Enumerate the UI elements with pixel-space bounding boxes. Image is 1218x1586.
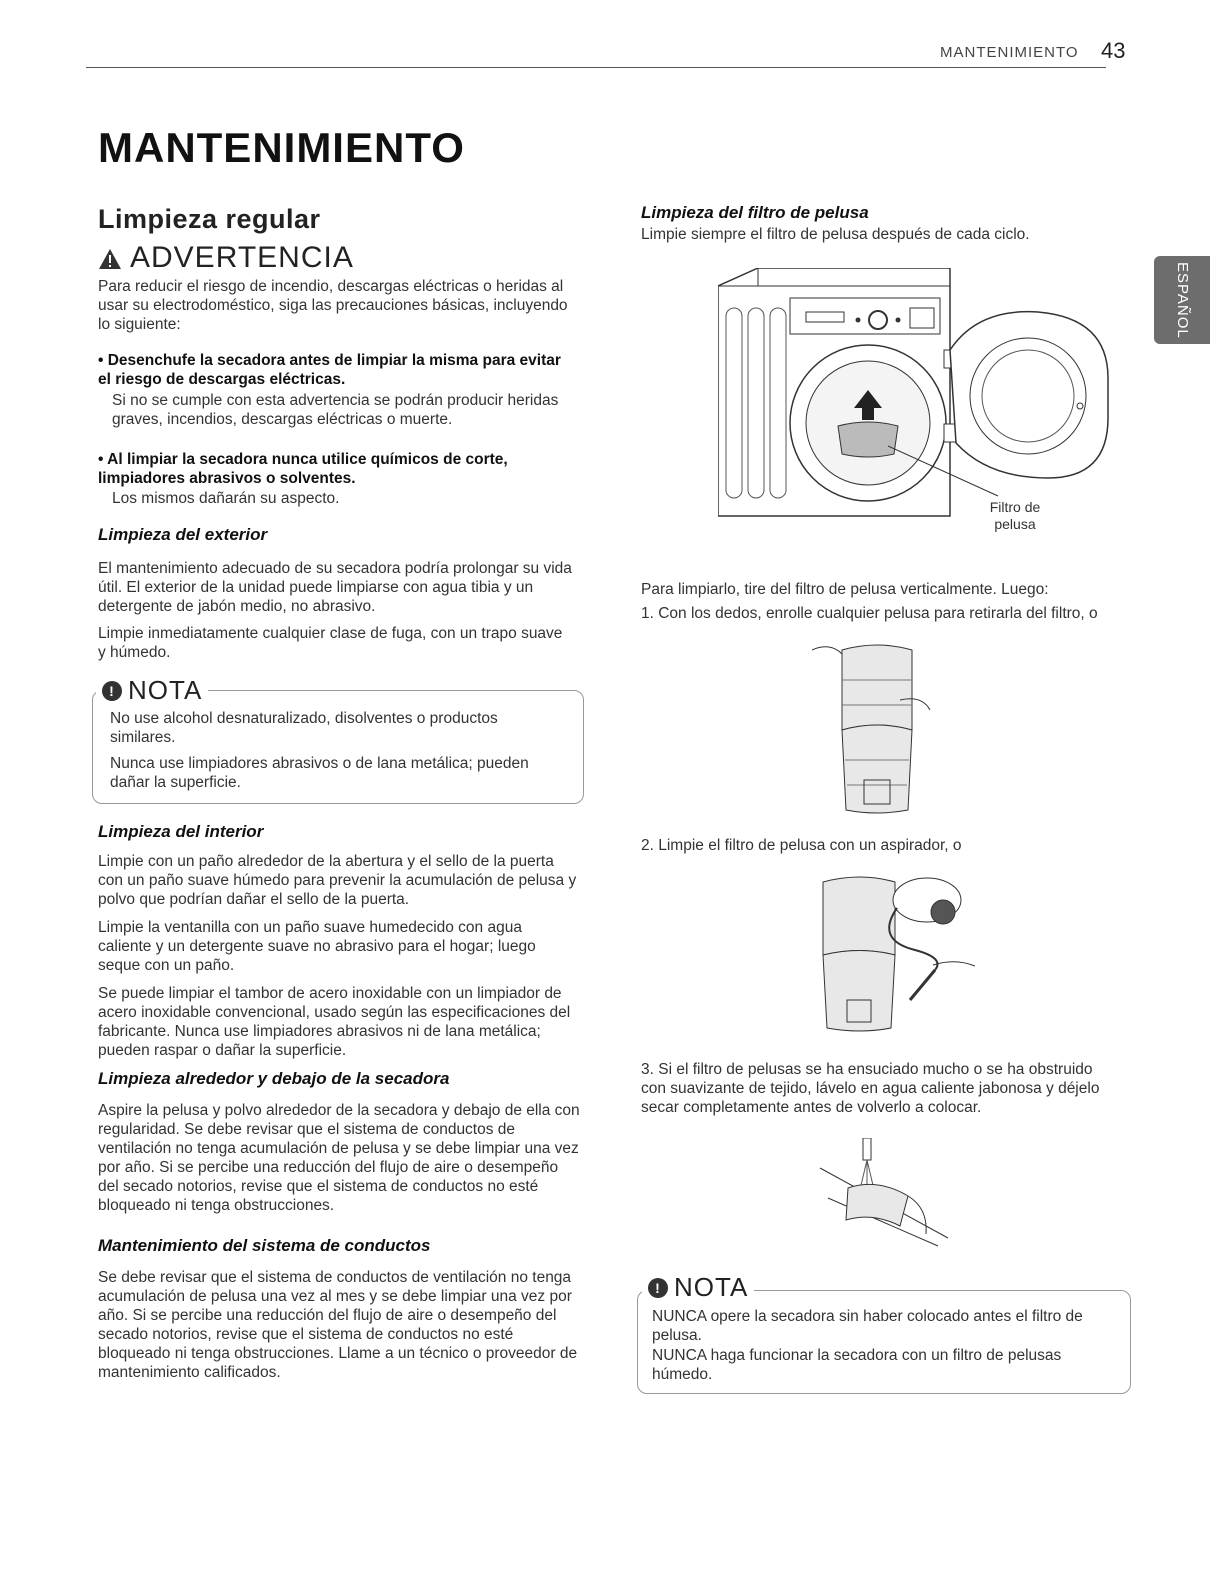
interior-paragraph-3: Se puede limpiar el tambor de acero inoxidable con un limpiador de acero inoxidable convencional, usado según las especificaciones del fabricante. Nunca use limpiadores abrasivos ni de lana metálica; pueden raspar o dañar la superficie.: [98, 985, 571, 1059]
interior-paragraph-2: Limpie la ventanilla con un paño suave humedecido con agua caliente y un detergente suave no abrasivo para el hogar; luego seque con un paño.: [98, 919, 536, 974]
duct-heading: Mantenimiento del sistema de conductos: [98, 1236, 431, 1255]
filter-how: Para limpiarlo, tire del filtro de pelusa verticalmente. Luego:: [641, 581, 1049, 598]
interior-heading: Limpieza del interior: [98, 822, 264, 841]
warning-intro: Para reducir el riesgo de incendio, descargas eléctricas o heridas al usar su electrodoméstico, siga las precauciones básicas, incluyendo lo siguiente:: [98, 278, 568, 333]
language-tab: [1154, 256, 1210, 344]
note-exterior-p2: Nunca use limpiadores abrasivos o de lana metálica; pueden dañar la superficie.: [110, 755, 529, 791]
filter-callout-label: Filtro de pelusa: [989, 499, 1041, 532]
bullet-unplug: • Desenchufe la secadora antes de limpiar la misma para evitar el riesgo de descargas eléctricas.: [98, 352, 561, 388]
section-heading: Limpieza regular: [98, 204, 321, 234]
filter-heading: Limpieza del filtro de pelusa: [641, 203, 869, 222]
page-title: MANTENIMIENTO: [98, 124, 465, 171]
running-header-section: MANTENIMIENTO: [940, 44, 1079, 61]
note-title: NOTA: [128, 675, 203, 705]
page-number: 43: [1101, 38, 1126, 63]
step-3: 3. Si el filtro de pelusas se ha ensuciado mucho o se ha obstruido con suavizante de tejido, lávelo en agua caliente jabonosa y déjelo secar completamente antes de volverlo a colocar.: [641, 1061, 1100, 1116]
exterior-paragraph-1: El mantenimiento adecuado de su secadora podría prolongar su vida útil. El exterior de la unidad puede limpiarse con agua tibia y un detergente de jabón medio, no abrasivo.: [98, 560, 572, 615]
note-exterior-p1: No use alcohol desnaturalizado, disolventes o productos similares.: [110, 710, 498, 746]
note-filter-p2: NUNCA haga funcionar la secadora con un filtro de pelusas húmedo.: [652, 1347, 1062, 1383]
duct-paragraph: Se debe revisar que el sistema de conductos de ventilación no tenga acumulación de pelusa una vez al mes y se debe limpiar una vez por año. Si se percibe una reducción del flujo de aire o desempeño del secado notorios, revise que el sistema de conductos no esté bloqueado ni tenga obstrucciones. Llame a un técnico o proveedor de mantenimiento calificados.: [98, 1269, 578, 1381]
warning-title: ADVERTENCIA: [130, 241, 354, 274]
filter-vacuum-illustration: [815, 870, 980, 1035]
filter-finger-illustration: [812, 640, 942, 820]
around-paragraph: Aspire la pelusa y polvo alrededor de la secadora y debajo de ella con regularidad. Se debe revisar que el sistema de conductos de ventilación no tenga acumulación de pelusa y se debe limpiar una vez por año. Si se percibe una reducción del flujo de aire o desempeño del secado notorios, revise que el sistema de conductos no esté bloqueado ni tenga obstrucciones.: [98, 1102, 580, 1214]
note-heading-exterior: [96, 675, 208, 706]
bullet-chemicals-text: Los mismos dañarán su aspecto.: [112, 490, 340, 507]
filter-washing-illustration: [818, 1138, 958, 1248]
dryer-illustration: [718, 268, 1118, 538]
language-tab-label: ESPAÑOL: [1174, 261, 1191, 339]
note-title: NOTA: [674, 1272, 749, 1302]
step-1: 1. Con los dedos, enrolle cualquier pelusa para retirarla del filtro, o: [641, 605, 1098, 622]
header-rule: [86, 67, 1106, 68]
warning-heading: [98, 241, 354, 275]
around-heading: Limpieza alrededor y debajo de la secadora: [98, 1069, 450, 1088]
exterior-heading: Limpieza del exterior: [98, 525, 268, 544]
bullet-unplug-text: Si no se cumple con esta advertencia se podrán producir heridas graves, incendios, descargas eléctricas o muerte.: [112, 392, 559, 428]
filter-intro: Limpie siempre el filtro de pelusa después de cada ciclo.: [641, 226, 1030, 243]
bullet-chemicals: • Al limpiar la secadora nunca utilice químicos de corte, limpiadores abrasivos o solventes.: [98, 451, 508, 487]
interior-paragraph-1: Limpie con un paño alrededor de la abertura y el sello de la puerta con un paño suave húmedo para prevenir la acumulación de pelusa y polvo que podrían dañar el sello de la puerta.: [98, 853, 577, 908]
note-heading-filter: [642, 1272, 754, 1303]
info-icon: !: [102, 681, 122, 701]
exterior-paragraph-2: Limpie inmediatamente cualquier clase de fuga, con un trapo suave y húmedo.: [98, 625, 563, 661]
warning-triangle-icon: [98, 248, 122, 270]
info-icon: !: [648, 1278, 668, 1298]
step-2: 2. Limpie el filtro de pelusa con un aspirador, o: [641, 837, 962, 854]
note-filter-p1: NUNCA opere la secadora sin haber colocado antes el filtro de pelusa.: [652, 1308, 1083, 1344]
